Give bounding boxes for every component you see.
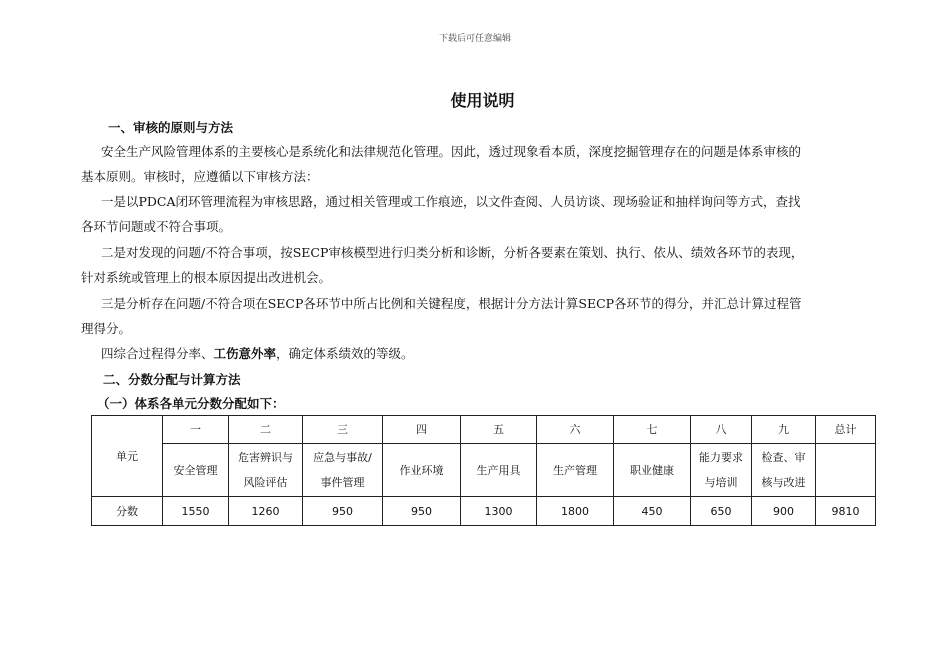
unit-name-line: 应急与事故/ xyxy=(313,451,372,464)
total-score-cell: 9810 xyxy=(816,497,876,526)
unit-number-cell: 二 xyxy=(229,416,303,444)
unit-name-line: 与培训 xyxy=(704,476,738,489)
total-name-cell xyxy=(816,444,876,497)
unit-name-line: 安全管理 xyxy=(173,463,218,477)
score-cell: 1300 xyxy=(461,497,537,526)
unit-label-cell: 单元 xyxy=(92,416,163,497)
unit-number-cell: 八 xyxy=(691,416,752,444)
unit-name-cell xyxy=(537,444,614,497)
score-cell: 450 xyxy=(614,497,691,526)
unit-name-cell xyxy=(229,444,303,497)
unit-name-line: 核与改进 xyxy=(761,476,806,489)
unit-name-cell xyxy=(303,444,383,497)
header-note: 下载后可任意编辑 xyxy=(438,34,511,44)
section-heading-score-allocation: 二、分数分配与计算方法 xyxy=(103,372,241,387)
paragraph-text: 四综合过程得分率、 xyxy=(101,346,214,361)
paragraph-bold-text: 工伤意外率 xyxy=(213,346,277,361)
paragraph-line: 三是分析存在问题/不符合项在SECP各环节中所占比例和关键程度，根据计分方法计算SECP各环节的得分，并汇总计算过程管 xyxy=(101,296,802,311)
paragraph-line: 基本原则。审核时，应遵循以下审核方法： xyxy=(81,169,319,184)
paragraph-line: 各环节问题或不符合事项。 xyxy=(81,219,232,234)
unit-number-cell: 六 xyxy=(537,416,614,444)
table-row xyxy=(92,497,876,526)
unit-number-cell: 七 xyxy=(614,416,691,444)
paragraph-line: 理得分。 xyxy=(81,321,132,336)
score-cell: 1800 xyxy=(537,497,614,526)
unit-name-line: 检查、审 xyxy=(761,451,806,464)
unit-name-cell xyxy=(461,444,537,497)
unit-number-cell: 一 xyxy=(163,416,229,444)
document-title: 使用说明 xyxy=(450,91,515,110)
unit-name-cell xyxy=(163,444,229,497)
score-cell: 950 xyxy=(303,497,383,526)
unit-number-cell: 五 xyxy=(461,416,537,444)
paragraph-line: 针对系统或管理上的根本原因提出改进机会。 xyxy=(81,270,332,285)
paragraph-line: 安全生产风险管理体系的主要核心是系统化和法律规范化管理。因此，透过现象看本质，深度挖掘管理存在的问题是体系审核的 xyxy=(101,144,802,159)
section-heading-audit-principles: 一、审核的原则与方法 xyxy=(108,120,234,135)
unit-name-line: 职业健康 xyxy=(630,463,674,477)
unit-number-cell: 三 xyxy=(303,416,383,444)
unit-name-line: 事件管理 xyxy=(320,476,365,489)
paragraph-line xyxy=(101,344,414,362)
unit-name-line: 作业环境 xyxy=(399,463,444,477)
unit-name-line: 风险评估 xyxy=(243,476,288,489)
unit-number-cell: 九 xyxy=(752,416,816,444)
table-row xyxy=(92,416,876,444)
unit-name-line: 能力要求 xyxy=(699,451,743,464)
unit-name-cell xyxy=(383,444,461,497)
score-cell: 900 xyxy=(752,497,816,526)
paragraph-line: 二是对发现的问题/不符合事项，按SECP审核模型进行归类分析和诊断，分析各要素在策划、执行、依从、绩效各环节的表现， xyxy=(101,245,804,260)
paragraph-line: 一是以PDCA闭环管理流程为审核思路，通过相关管理或工作痕迹，以文件查阅、人员访谈、现场验证和抽样询问等方式，查找 xyxy=(101,194,801,209)
score-label-cell: 分数 xyxy=(92,497,163,526)
score-cell: 950 xyxy=(383,497,461,526)
subsection-heading: （一）体系各单元分数分配如下： xyxy=(97,396,285,411)
unit-number-cell: 四 xyxy=(383,416,461,444)
score-allocation-table xyxy=(91,415,876,526)
score-cell: 1550 xyxy=(163,497,229,526)
unit-name-line: 危害辨识与 xyxy=(238,451,293,464)
total-header-cell: 总计 xyxy=(816,416,876,444)
score-cell: 650 xyxy=(691,497,752,526)
unit-name-line: 生产管理 xyxy=(553,463,597,477)
table-row xyxy=(92,444,876,497)
score-cell: 1260 xyxy=(229,497,303,526)
unit-name-cell xyxy=(614,444,691,497)
unit-name-line: 生产用具 xyxy=(476,463,521,477)
unit-name-cell xyxy=(752,444,816,497)
unit-name-cell xyxy=(691,444,752,497)
paragraph-text: ，确定体系绩效的等级。 xyxy=(276,346,414,361)
